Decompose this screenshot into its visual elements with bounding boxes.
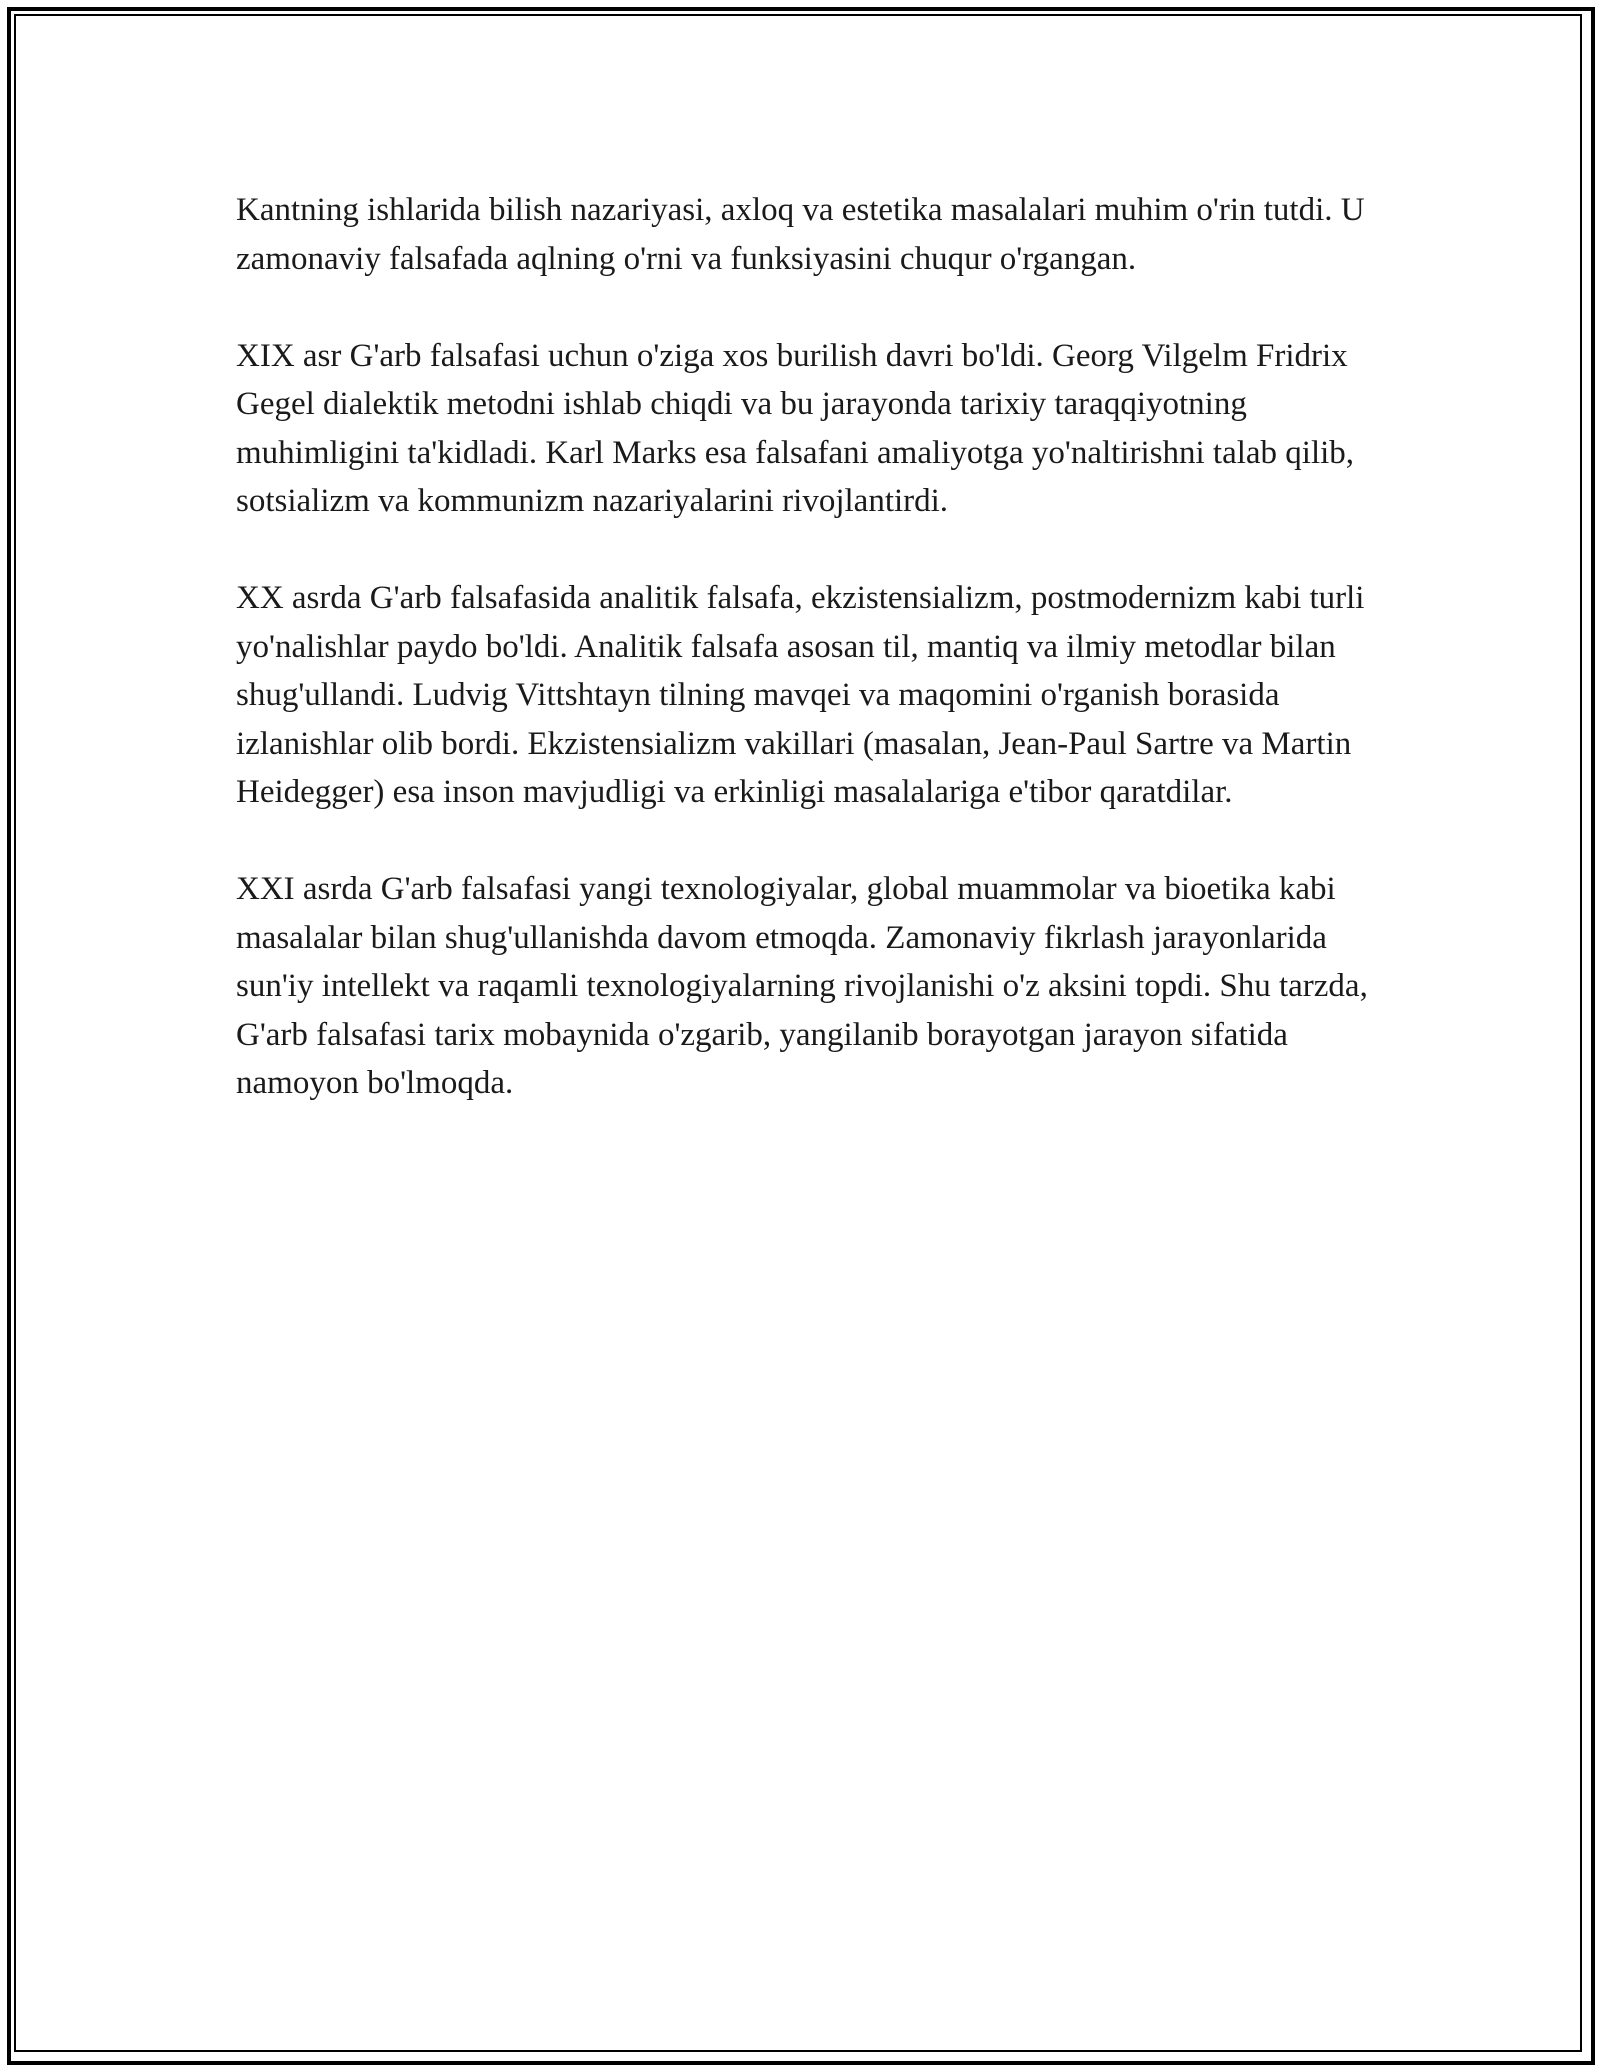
paragraph-xix-century: XIX asr G'arb falsafasi uchun o'ziga xos burilish davri bo'ldi. Georg Vilgelm Fridrix Gegel dialektik metodni ishlab chiqdi va bu jarayonda tarixiy taraqqiyotning muhimligini ta'kidladi. Karl Marks esa falsafani amaliyotga yo'naltirishni talab qilib, sotsializm va kommunizm nazariyalarini rivojlantirdi. <box>236 337 1355 519</box>
paragraph-kant: Kantning ishlarida bilish nazariyasi, axloq va estetika masalalari muhim o'rin tutdi. U zamonaviy falsafada aqlning o'rni va funksiyasini chuqur o'rgangan. <box>236 192 1365 277</box>
document-body <box>236 186 1376 1156</box>
paragraph-xx-century: XX asrda G'arb falsafasida analitik falsafa, ekzistensializm, postmodernizm kabi turli yo'nalishlar paydo bo'ldi. Analitik falsafa asosan til, mantiq va ilmiy metodlar bilan shug'ullandi. Ludvig Vittshtayn tilning mavqei va maqomini o'rganish borasida izlanishlar olib bordi. Ekzistensializm vakillari (masalan, Jean-Paul Sartre va Martin Heidegger) esa inson mavjudligi va erkinligi masalalariga e'tibor qaratdilar. <box>236 580 1365 810</box>
paragraph-xxi-century: XXI asrda G'arb falsafasi yangi texnologiyalar, global muammolar va bioetika kabi masalalar bilan shug'ullanishda davom etmoqda. Zamonaviy fikrlash jarayonlarida sun'iy intellekt va raqamli texnologiyalarning rivojlanishi o'z aksini topdi. Shu tarzda, G'arb falsafasi tarix mobaynida o'zgarib, yangilanib borayotgan jarayon sifatida namoyon bo'lmoqda. <box>236 871 1368 1101</box>
